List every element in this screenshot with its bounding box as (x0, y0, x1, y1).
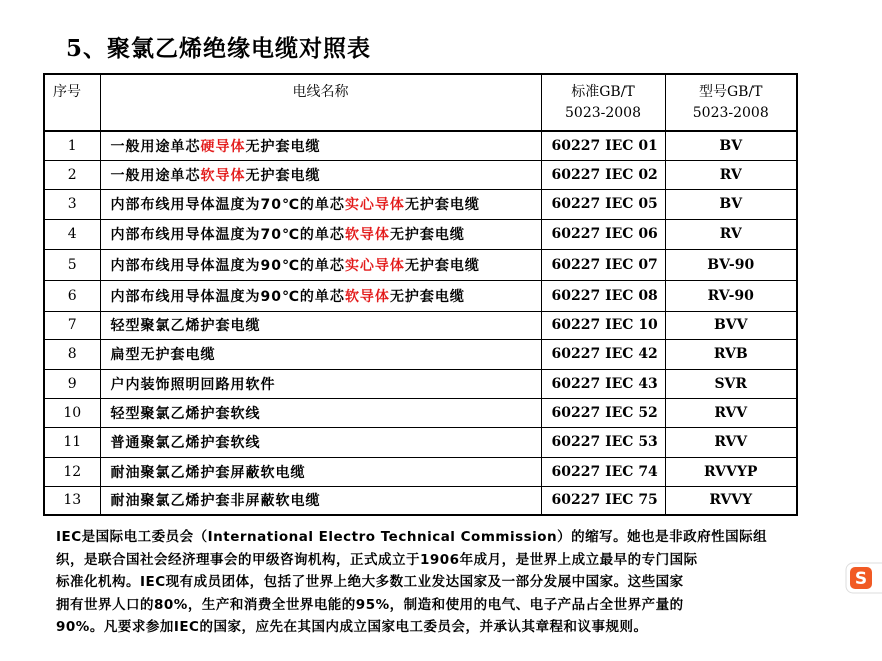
table-row (44, 427, 797, 457)
table-row (44, 339, 797, 369)
cable-name (100, 249, 541, 280)
cable-name-text: 无护套电缆 (389, 288, 465, 305)
standard-code: 60227 IEC 06 (541, 219, 665, 249)
row-number: 11 (44, 427, 100, 457)
cable-name (100, 311, 541, 339)
cable-name-text: 耐油聚氯乙烯护套非屏蔽软电缆 (110, 493, 321, 510)
standard-code: 60227 IEC 05 (541, 189, 665, 219)
cable-name-text: 内部布线用导体温度为90℃的单芯 (110, 257, 345, 274)
cable-name-highlight: 软导体 (200, 167, 246, 184)
header-standard-line1: 标准GB/T (571, 84, 635, 100)
cable-name (100, 427, 541, 457)
row-number: 2 (44, 160, 100, 189)
cable-name-highlight: 实心导体 (344, 197, 405, 213)
row-number: 8 (44, 339, 100, 369)
cable-name (100, 131, 541, 160)
table-row (44, 457, 797, 486)
sogou-ime-icon[interactable] (845, 562, 882, 594)
cable-name (100, 339, 541, 369)
model-code: RV (665, 219, 797, 249)
model-code: RVVYP (665, 457, 797, 486)
row-number: 3 (44, 189, 100, 219)
table-body (44, 131, 797, 515)
row-number: 4 (44, 219, 100, 249)
cable-name-text: 轻型聚氯乙烯护套软线 (110, 405, 261, 422)
model-code: RVV (665, 398, 797, 427)
row-number: 13 (44, 486, 100, 515)
iec-note (56, 526, 826, 639)
header-model-line2: 5023-2008 (692, 105, 769, 121)
standard-code: 60227 IEC 01 (541, 131, 665, 160)
cable-name-text: 无护套电缆 (404, 197, 480, 213)
model-code: RV-90 (665, 280, 797, 311)
model-code: BVV (665, 311, 797, 339)
standard-code: 60227 IEC 43 (541, 369, 665, 398)
cable-name-text: 内部布线用导体温度为90℃的单芯 (110, 288, 345, 305)
header-no: 序号 (44, 74, 100, 131)
cable-name (100, 219, 541, 249)
cable-name-text: 轻型聚氯乙烯护套电缆 (110, 318, 261, 334)
cable-name (100, 280, 541, 311)
cable-name (100, 486, 541, 515)
header-model (665, 74, 797, 131)
cable-name-text: 无护套电缆 (404, 257, 480, 274)
table-row (44, 486, 797, 515)
cable-name-text: 户内装饰照明回路用软件 (110, 376, 276, 393)
cable-name (100, 457, 541, 486)
model-code: RVV (665, 427, 797, 457)
cable-name-text: 无护套电缆 (245, 138, 321, 155)
row-number: 7 (44, 311, 100, 339)
note-line: 拥有世界人口的80%，生产和消费全世界电能的95%，制造和使用的电气、电子产品占全世界产量的 (56, 596, 684, 613)
cable-name-text: 无护套电缆 (245, 167, 321, 184)
cable-name-text: 无护套电缆 (389, 227, 465, 243)
model-code: BV (665, 189, 797, 219)
row-number: 5 (44, 249, 100, 280)
cable-name (100, 160, 541, 189)
table-row (44, 398, 797, 427)
standard-code: 60227 IEC 08 (541, 280, 665, 311)
standard-code: 60227 IEC 07 (541, 249, 665, 280)
cable-name (100, 369, 541, 398)
cable-name (100, 189, 541, 219)
note-line: 织，是联合国社会经济理事会的甲级咨询机构，正式成立于1906年成月，是世界上成立最早的专门国际 (56, 551, 698, 568)
table-row (44, 369, 797, 398)
table-row (44, 249, 797, 280)
header-name: 电线名称 (100, 74, 541, 131)
cable-name-text: 一般用途单芯 (110, 167, 201, 184)
standard-code: 60227 IEC 42 (541, 339, 665, 369)
model-code: RVB (665, 339, 797, 369)
row-number: 9 (44, 369, 100, 398)
table-header-row (44, 74, 797, 131)
cable-name-highlight: 硬导体 (200, 138, 246, 155)
table-row (44, 160, 797, 189)
header-standard-line2: 5023-2008 (565, 105, 641, 121)
table-row (44, 311, 797, 339)
row-number: 12 (44, 457, 100, 486)
cable-comparison-table (43, 73, 798, 516)
model-code: BV (665, 131, 797, 160)
cable-name-text: 普通聚氯乙烯护套软线 (110, 435, 261, 451)
cable-name-text: 耐油聚氯乙烯护套屏蔽软电缆 (110, 464, 306, 481)
cable-name-text: 内部布线用导体温度为70℃的单芯 (110, 197, 345, 213)
standard-code: 60227 IEC 52 (541, 398, 665, 427)
cable-name-highlight: 软导体 (344, 227, 390, 243)
cable-name-text: 一般用途单芯 (110, 138, 201, 155)
model-code: SVR (665, 369, 797, 398)
standard-code: 60227 IEC 10 (541, 311, 665, 339)
header-model-line1: 型号GB/T (698, 84, 763, 100)
note-line: IEC是国际电工委员会（International Electro Technical Commission）的缩写。她也是非政府性国际组 (56, 529, 768, 545)
model-code: RV (665, 160, 797, 189)
cable-name-highlight: 实心导体 (344, 257, 405, 274)
cable-name-text: 内部布线用导体温度为70℃的单芯 (110, 227, 345, 243)
row-number: 6 (44, 280, 100, 311)
svg-text:S: S (854, 569, 868, 589)
table-row (44, 219, 797, 249)
header-standard (541, 74, 665, 131)
standard-code: 60227 IEC 74 (541, 457, 665, 486)
row-number: 10 (44, 398, 100, 427)
note-line: 90%。凡要求参加IEC的国家，应先在其国内成立国家电工委员会，并承认其章程和议事规则。 (56, 619, 648, 635)
model-code: RVVY (665, 486, 797, 515)
cable-name-highlight: 软导体 (344, 288, 390, 305)
table-row (44, 280, 797, 311)
cable-name-text: 扁型无护套电缆 (110, 347, 216, 363)
standard-code: 60227 IEC 75 (541, 486, 665, 515)
note-line: 标准化机构。IEC现有成员团体，包括了世界上绝大多数工业发达国家及一部分发展中国家。这些国家 (56, 574, 684, 590)
standard-code: 60227 IEC 53 (541, 427, 665, 457)
row-number: 1 (44, 131, 100, 160)
table-row (44, 131, 797, 160)
model-code: BV-90 (665, 249, 797, 280)
cable-name (100, 398, 541, 427)
page-title: 5、聚氯乙烯绝缘电缆对照表 (66, 35, 372, 62)
standard-code: 60227 IEC 02 (541, 160, 665, 189)
table-row (44, 189, 797, 219)
